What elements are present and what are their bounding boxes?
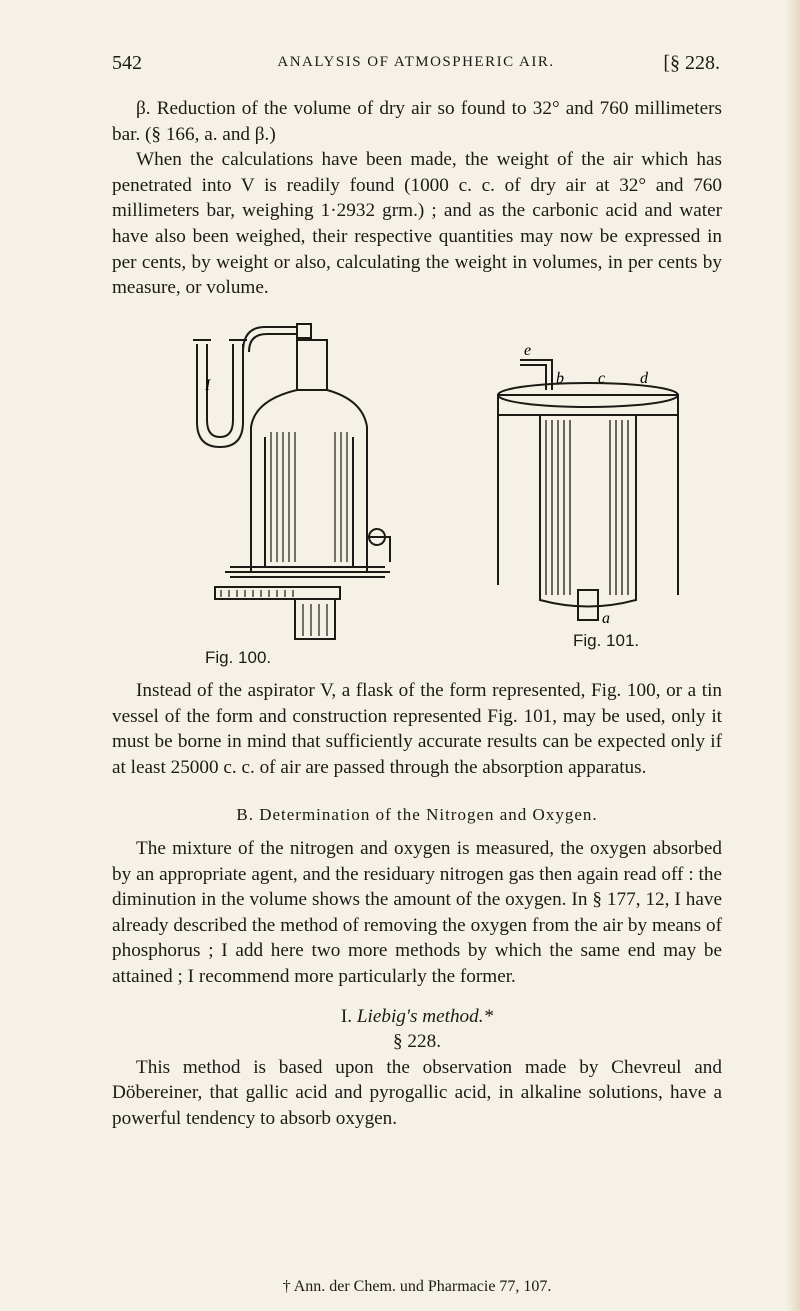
page-number: 542 xyxy=(112,52,142,74)
subheading-number: I. xyxy=(340,1005,353,1027)
figure-101-caption: Fig. 101. xyxy=(573,631,640,650)
paragraph-beta: β. Reduction of the volume of dry air so found to 32° and 760 millimeters bar. (§ 166, a. and β.) xyxy=(112,98,722,145)
running-title: ANALYSIS OF ATMOSPHERIC AIR. xyxy=(277,54,555,70)
section-reference: [§ 228. xyxy=(663,52,720,74)
page-edge xyxy=(786,0,800,1311)
subheading-title: Liebig's method.* xyxy=(356,1005,494,1027)
paragraph-method: This method is based upon the observation made by Chevreul and Döbereiner, that gallic acid and pyrogallic acid, in alkaline solutions, have a powerful tendency to absorb oxygen. xyxy=(112,1056,722,1129)
figure-100-caption: Fig. 100. xyxy=(205,648,272,667)
footnote: † Ann. der Chem. und Pharmacie 77, 107. xyxy=(282,1278,552,1295)
intro-text xyxy=(112,96,722,301)
paragraph-calculations: When the calculations have been made, the weight of the air which has penetrated into V is readily found (1000 c. c. of dry air at 32° and 760 millimeters bar, weighing 1·2932 grm.) ; and as the carbonic acid and water have also been weighed, their respective quantities may now be expressed in per cents, by weight or also, calculating the weight in volumes, in per cents by measure, or volume. xyxy=(112,149,722,299)
section-228: § 228. xyxy=(393,1031,441,1053)
fig101-label-c: c xyxy=(598,370,606,387)
fig101-label-e: e xyxy=(524,345,532,359)
paragraph-mixture: The mixture of the nitrogen and oxygen is measured, the oxygen absorbed by an appropriate agent, and the residuary nitrogen gas then again read off : the diminution in the volume shows the amount of the oxygen. In § 177, 12, I have already described the method of removing the oxygen from the air by means of phosphorus ; I add here two more methods by which the same end may be attained ; I recommend more particularly the former. xyxy=(112,837,722,987)
figure-101-tin-vessel xyxy=(480,345,680,635)
fig101-label-d: d xyxy=(640,370,648,387)
paragraph-instead: Instead of the aspirator V, a flask of the form represented, Fig. 100, or a tin vessel of the form and construction represented Fig. 101, may be used, only it must be borne in mind that sufficiently accurate results can be expected only if at least 25000 c. c. of air are passed through the absorption apparatus. xyxy=(112,680,722,778)
page-header xyxy=(112,52,720,82)
body-text xyxy=(112,678,722,1132)
fig101-label-b: b xyxy=(556,370,564,387)
fig100-label-I: I xyxy=(205,377,211,394)
figure-100-flask xyxy=(185,322,435,642)
fig101-label-a: a xyxy=(602,610,610,627)
section-heading-B: B. Determination of the Nitrogen and Oxygen. xyxy=(236,805,598,825)
subheading-method xyxy=(112,1004,722,1030)
